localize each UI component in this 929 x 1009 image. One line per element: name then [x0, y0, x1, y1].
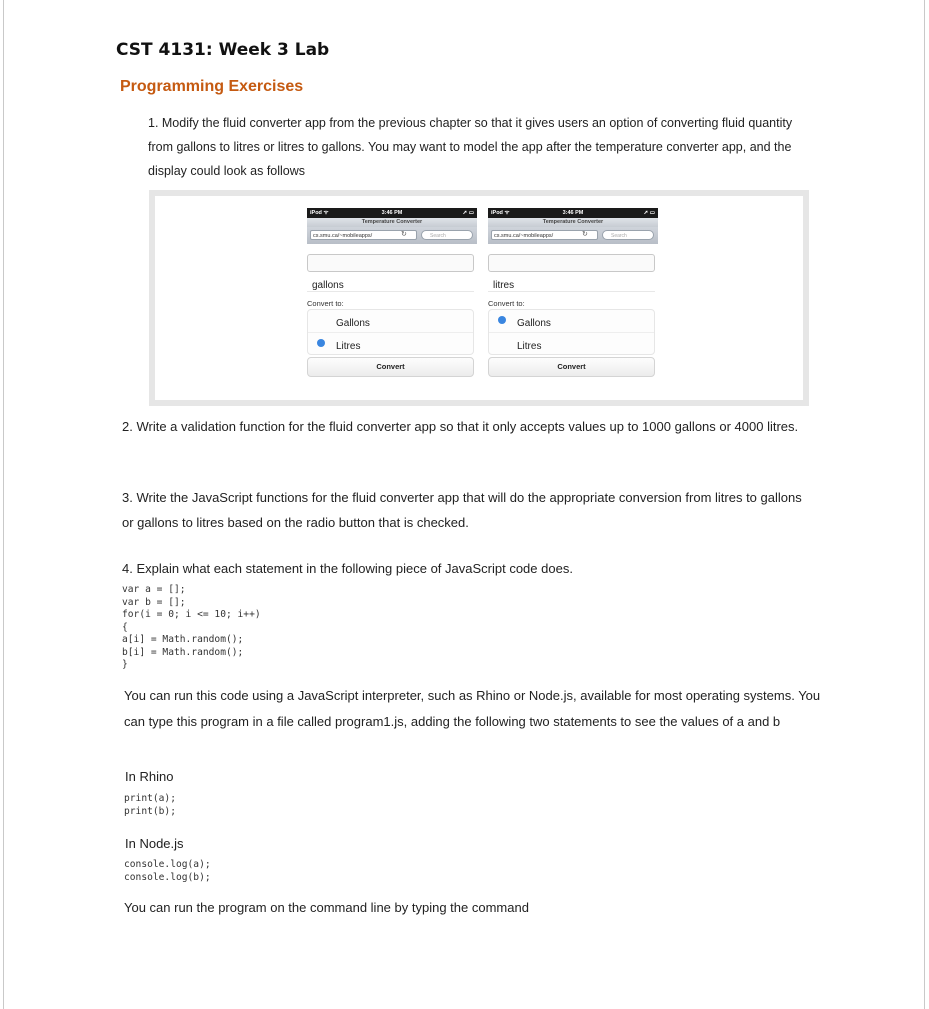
convert-button: Convert: [488, 357, 655, 377]
url-field: cs.smu.ca/~mobileapps/: [310, 230, 417, 240]
divider: [488, 291, 655, 292]
divider: [489, 332, 654, 333]
reload-icon: ↻: [401, 231, 407, 238]
section-heading: Programming Exercises: [120, 78, 304, 95]
convert-to-label: Convert to:: [307, 299, 344, 308]
exercise-4-text: 4. Explain what each statement in the following piece of JavaScript code does.: [122, 561, 573, 576]
run-instructions-text: You can run this code using a JavaScript interpreter, such as Rhino or Node.js, available for most operating systems. You can type this program in a file called program1.js, adding the following two statements to see the values of a and b: [124, 688, 821, 729]
radio-selected-icon: [317, 339, 325, 347]
status-time: 3:46 PM: [562, 210, 584, 216]
closing-text: You can run the program on the command line by typing the command: [124, 900, 529, 915]
phone-screenshot-litres: [488, 208, 658, 391]
code-block-rhino: print(a); print(b);: [124, 793, 176, 817]
quantity-input: [488, 254, 655, 272]
exercise-2-text: 2. Write a validation function for the fluid converter app so that it only accepts values up to 1000 gallons or 4000 litres.: [122, 419, 799, 434]
radio-option-litres: Litres: [336, 341, 361, 352]
url-field: cs.smu.ca/~mobileapps/: [491, 230, 598, 240]
status-bar: [488, 208, 658, 218]
quantity-input: [307, 254, 474, 272]
browser-url-bar: [488, 227, 658, 244]
nodejs-label: In Node.js: [125, 836, 184, 851]
status-left: iPod ᯤ: [491, 210, 510, 216]
radio-option-litres: Litres: [517, 341, 542, 352]
phone-screenshot-gallons: [307, 208, 477, 391]
code-block-nodejs: console.log(a); console.log(b);: [124, 859, 211, 883]
search-field: Search: [602, 230, 654, 240]
convert-button: Convert: [307, 357, 474, 377]
divider: [308, 332, 473, 333]
exercise-3-text: 3. Write the JavaScript functions for the fluid converter app that will do the appropriate conversion from litres to gallons or gallons to litres based on the radio button that is checked.: [122, 490, 802, 530]
reload-icon: ↻: [582, 231, 588, 238]
unit-radio-group: [488, 309, 655, 355]
unit-label: litres: [493, 280, 515, 291]
convert-to-label: Convert to:: [488, 299, 525, 308]
status-left: iPod ᯤ: [310, 210, 329, 216]
rhino-label: In Rhino: [125, 769, 174, 784]
converter-app-figure: [149, 190, 809, 406]
radio-option-gallons: Gallons: [336, 318, 370, 329]
unit-radio-group: [307, 309, 474, 355]
search-field: Search: [421, 230, 473, 240]
status-bar: [307, 208, 477, 218]
browser-url-bar: [307, 227, 477, 244]
unit-label: gallons: [312, 280, 344, 291]
app-title: Temperature Converter: [488, 218, 658, 227]
figure-inner: [155, 196, 803, 400]
battery-icon: ➚ ▭: [643, 210, 655, 216]
document-title: CST 4131: Week 3 Lab: [116, 40, 330, 60]
radio-selected-icon: [498, 316, 506, 324]
app-title: Temperature Converter: [307, 218, 477, 227]
exercise-1-text: 1. Modify the fluid converter app from the previous chapter so that it gives users an option of converting fluid quantity from gallons to litres or litres to gallons. You may want to model the app after the temperature converter app, and the display could look as follows: [148, 116, 793, 178]
divider: [307, 291, 474, 292]
battery-icon: ➚ ▭: [462, 210, 474, 216]
radio-option-gallons: Gallons: [517, 318, 551, 329]
status-time: 3:46 PM: [381, 210, 403, 216]
code-block-random: var a = []; var b = []; for(i = 0; i <= 10; i++) { a[i] = Math.random(); b[i] = Math.random(); }: [122, 584, 261, 670]
